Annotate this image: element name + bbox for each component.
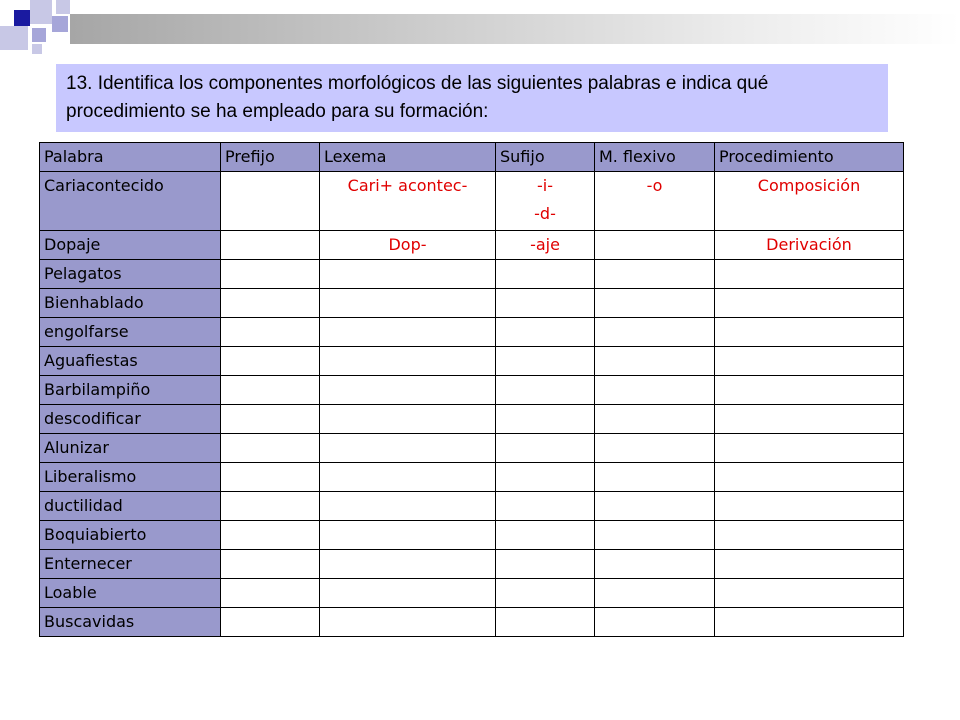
deco-square-light <box>30 0 52 24</box>
cell-flexivo <box>595 608 715 637</box>
cell-flexivo <box>595 405 715 434</box>
cell-sufijo <box>496 579 595 608</box>
table-row <box>40 550 904 579</box>
table-row <box>40 492 904 521</box>
cell-prefijo <box>221 172 320 231</box>
header-flexivo: M. flexivo <box>595 143 715 172</box>
cell-sufijo <box>496 608 595 637</box>
cell-palabra: Loable <box>40 579 221 608</box>
header-sufijo: Sufijo <box>496 143 595 172</box>
cell-prefijo <box>221 521 320 550</box>
cell-sufijo <box>496 347 595 376</box>
deco-gradient-bar <box>70 14 960 44</box>
cell-palabra: Bienhablado <box>40 289 221 318</box>
cell-flexivo <box>595 434 715 463</box>
cell-flexivo <box>595 492 715 521</box>
cell-flexivo <box>595 318 715 347</box>
cell-prefijo <box>221 405 320 434</box>
cell-procedimiento <box>715 260 904 289</box>
cell-palabra: Aguafiestas <box>40 347 221 376</box>
instruction-text: 13. Identifica los componentes morfológicos de las siguientes palabras e indica qué procedimiento se ha empleado para su formación: <box>56 64 888 132</box>
cell-lexema: Dop- <box>320 231 496 260</box>
header-procedimiento: Procedimiento <box>715 143 904 172</box>
deco-square-mid <box>52 16 68 32</box>
cell-procedimiento <box>715 289 904 318</box>
deco-square-light <box>0 26 28 50</box>
cell-prefijo <box>221 376 320 405</box>
cell-flexivo <box>595 550 715 579</box>
cell-sufijo <box>496 434 595 463</box>
cell-lexema <box>320 521 496 550</box>
cell-procedimiento <box>715 318 904 347</box>
cell-prefijo <box>221 231 320 260</box>
cell-palabra: Dopaje <box>40 231 221 260</box>
cell-sufijo <box>496 463 595 492</box>
cell-palabra: Liberalismo <box>40 463 221 492</box>
cell-procedimiento <box>715 521 904 550</box>
deco-square-mid <box>32 28 46 42</box>
deco-square-light <box>56 0 70 14</box>
cell-procedimiento: Derivación <box>715 231 904 260</box>
cell-procedimiento <box>715 492 904 521</box>
cell-lexema <box>320 434 496 463</box>
cell-flexivo <box>595 260 715 289</box>
sufijo-part: -d- <box>534 204 556 223</box>
table-row <box>40 521 904 550</box>
cell-prefijo <box>221 318 320 347</box>
cell-palabra: descodificar <box>40 405 221 434</box>
table-row <box>40 405 904 434</box>
cell-procedimiento <box>715 405 904 434</box>
sufijo-part: -i- <box>537 176 553 195</box>
table-row <box>40 172 904 231</box>
cell-procedimiento <box>715 608 904 637</box>
morphology-table <box>39 142 904 637</box>
table-row <box>40 376 904 405</box>
cell-flexivo <box>595 376 715 405</box>
cell-procedimiento <box>715 579 904 608</box>
deco-square-dark <box>14 10 30 26</box>
cell-sufijo <box>496 172 595 231</box>
cell-procedimiento <box>715 550 904 579</box>
cell-sufijo <box>496 318 595 347</box>
cell-prefijo <box>221 434 320 463</box>
cell-prefijo <box>221 579 320 608</box>
cell-lexema <box>320 463 496 492</box>
table-header-row <box>40 143 904 172</box>
cell-palabra: engolfarse <box>40 318 221 347</box>
cell-prefijo <box>221 492 320 521</box>
cell-prefijo <box>221 463 320 492</box>
cell-palabra: Buscavidas <box>40 608 221 637</box>
cell-lexema <box>320 260 496 289</box>
table-row <box>40 260 904 289</box>
cell-lexema <box>320 318 496 347</box>
cell-sufijo <box>496 405 595 434</box>
cell-lexema <box>320 405 496 434</box>
header-lexema: Lexema <box>320 143 496 172</box>
cell-sufijo <box>496 521 595 550</box>
cell-flexivo: -o <box>595 172 715 231</box>
cell-sufijo <box>496 260 595 289</box>
cell-lexema <box>320 550 496 579</box>
cell-palabra: ductilidad <box>40 492 221 521</box>
cell-lexema <box>320 376 496 405</box>
table-row <box>40 318 904 347</box>
cell-flexivo <box>595 231 715 260</box>
cell-lexema <box>320 347 496 376</box>
cell-prefijo <box>221 608 320 637</box>
cell-lexema <box>320 289 496 318</box>
header-palabra: Palabra <box>40 143 221 172</box>
table-row <box>40 231 904 260</box>
cell-procedimiento <box>715 376 904 405</box>
cell-prefijo <box>221 289 320 318</box>
deco-square-light <box>32 44 42 54</box>
cell-flexivo <box>595 579 715 608</box>
cell-procedimiento <box>715 347 904 376</box>
table-row <box>40 289 904 318</box>
cell-sufijo <box>496 376 595 405</box>
cell-prefijo <box>221 260 320 289</box>
header-prefijo: Prefijo <box>221 143 320 172</box>
cell-lexema <box>320 608 496 637</box>
cell-prefijo <box>221 347 320 376</box>
cell-flexivo <box>595 347 715 376</box>
cell-lexema <box>320 579 496 608</box>
cell-flexivo <box>595 289 715 318</box>
cell-prefijo <box>221 550 320 579</box>
cell-palabra: Barbilampiño <box>40 376 221 405</box>
cell-palabra: Alunizar <box>40 434 221 463</box>
cell-lexema <box>320 492 496 521</box>
cell-flexivo <box>595 521 715 550</box>
cell-procedimiento <box>715 434 904 463</box>
cell-palabra: Cariacontecido <box>40 172 221 231</box>
cell-procedimiento <box>715 463 904 492</box>
table-row <box>40 434 904 463</box>
cell-lexema: Cari+ acontec- <box>320 172 496 231</box>
cell-palabra: Pelagatos <box>40 260 221 289</box>
cell-palabra: Enternecer <box>40 550 221 579</box>
cell-sufijo <box>496 231 595 260</box>
table-row <box>40 579 904 608</box>
cell-sufijo <box>496 492 595 521</box>
cell-sufijo <box>496 550 595 579</box>
table-row <box>40 347 904 376</box>
sufijo-part: -aje <box>530 235 560 254</box>
table-row <box>40 608 904 637</box>
cell-palabra: Boquiabierto <box>40 521 221 550</box>
cell-flexivo <box>595 463 715 492</box>
cell-procedimiento: Composición <box>715 172 904 231</box>
cell-sufijo <box>496 289 595 318</box>
table-row <box>40 463 904 492</box>
